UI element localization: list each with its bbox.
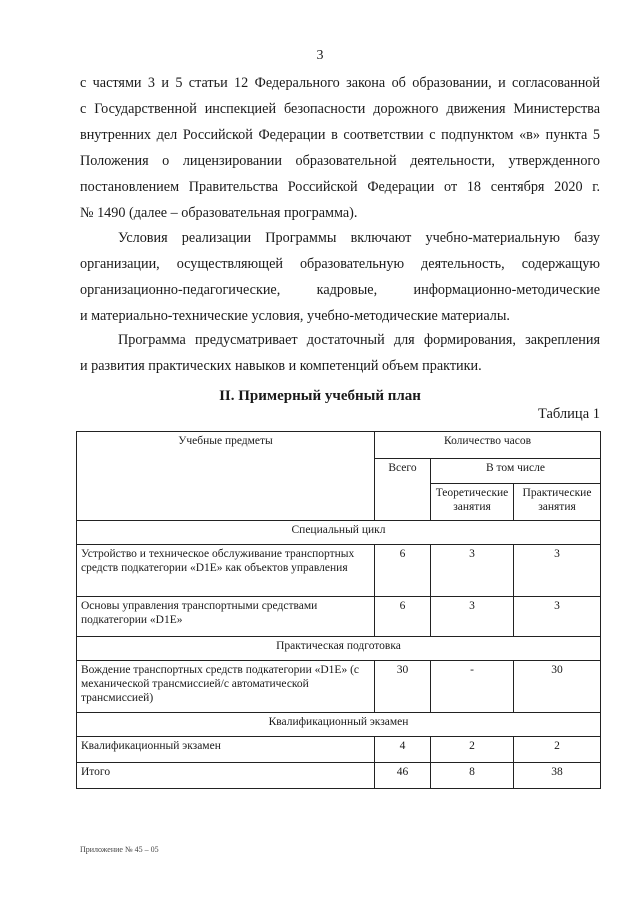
- row-subject: Итого: [77, 763, 375, 789]
- paragraph-1: [80, 70, 600, 226]
- paragraph-1-line: № 1490 (далее – образовательная программа).: [80, 205, 358, 221]
- paragraph-2-line: организации, осуществляющей образовательную деятельность, содержащую: [80, 256, 600, 272]
- row-practice: 38: [514, 763, 601, 789]
- paragraph-2-line: Условия реализации Программы включают учебно-материальную базу: [118, 230, 600, 246]
- row-practice: 3: [514, 597, 601, 637]
- row-subject: Вождение транспортных средств подкатегории «D1E» (с механической трансмиссией/с автоматической трансмиссией): [77, 661, 375, 713]
- row-theory: 8: [431, 763, 514, 789]
- row-total: 6: [375, 545, 431, 597]
- paragraph-2-line: и материально-технические условия, учебно-методические материалы.: [80, 308, 510, 324]
- section-practical: Практическая подготовка: [77, 637, 601, 661]
- paragraph-3-line: Программа предусматривает достаточный для формирования, закрепления: [118, 332, 600, 348]
- row-practice: 30: [514, 661, 601, 713]
- table-row: [77, 737, 601, 763]
- table-row: [77, 763, 601, 789]
- curriculum-table: [76, 431, 601, 789]
- table-section-row: [77, 637, 601, 661]
- table-section-row: [77, 713, 601, 737]
- section-heading: II. Примерный учебный план: [219, 388, 421, 404]
- row-subject: Устройство и техническое обслуживание транспортных средств подкатегории «D1E» как объектов управления: [77, 545, 375, 597]
- row-practice: 3: [514, 545, 601, 597]
- paragraph-1-line: постановлением Правительства Российской Федерации от 18 сентября 2020 г.: [80, 179, 600, 195]
- header-hours: Количество часов: [375, 432, 601, 459]
- paragraph-1-line: с частями 3 и 5 статьи 12 Федерального закона об образовании, и согласованной: [80, 75, 600, 91]
- paragraph-1-line: с Государственной инспекцией безопасности дорожного движения Министерства: [80, 101, 600, 117]
- header-total: Всего: [375, 459, 431, 521]
- row-theory: 3: [431, 545, 514, 597]
- paragraph-2: [80, 225, 600, 329]
- paragraph-1-line: Положения о лицензировании образовательной деятельности, утвержденного: [80, 153, 600, 169]
- table-row: [77, 597, 601, 637]
- row-total: 46: [375, 763, 431, 789]
- table-row: [77, 545, 601, 597]
- paragraph-3: [80, 327, 600, 379]
- row-subject: Основы управления транспортными средствами подкатегории «D1E»: [77, 597, 375, 637]
- header-subjects: Учебные предметы: [77, 432, 375, 521]
- table-caption: Таблица 1: [537, 406, 600, 422]
- paragraph-1-line: внутренних дел Российской Федерации в соответствии с подпунктом «в» пункта 5: [80, 127, 600, 143]
- page-number: 3: [316, 48, 324, 63]
- table-section-row: [77, 521, 601, 545]
- section-special: Специальный цикл: [77, 521, 601, 545]
- row-total: 6: [375, 597, 431, 637]
- header-theory: Теоретические занятия: [431, 484, 514, 521]
- row-theory: 3: [431, 597, 514, 637]
- paragraph-2-line: организационно-педагогические, кадровые, информационно-методические: [80, 282, 600, 298]
- section-exam: Квалификационный экзамен: [77, 713, 601, 737]
- row-total: 30: [375, 661, 431, 713]
- row-theory: 2: [431, 737, 514, 763]
- row-practice: 2: [514, 737, 601, 763]
- footer-note: Приложение № 45 – 05: [80, 845, 159, 854]
- row-theory: -: [431, 661, 514, 713]
- row-subject: Квалификационный экзамен: [77, 737, 375, 763]
- table-row: [77, 661, 601, 713]
- table-header-row: [77, 432, 601, 459]
- header-practice: Практические занятия: [514, 484, 601, 521]
- row-total: 4: [375, 737, 431, 763]
- header-including: В том числе: [431, 459, 601, 484]
- paragraph-3-line: и развития практических навыков и компетенций объем практики.: [80, 358, 482, 374]
